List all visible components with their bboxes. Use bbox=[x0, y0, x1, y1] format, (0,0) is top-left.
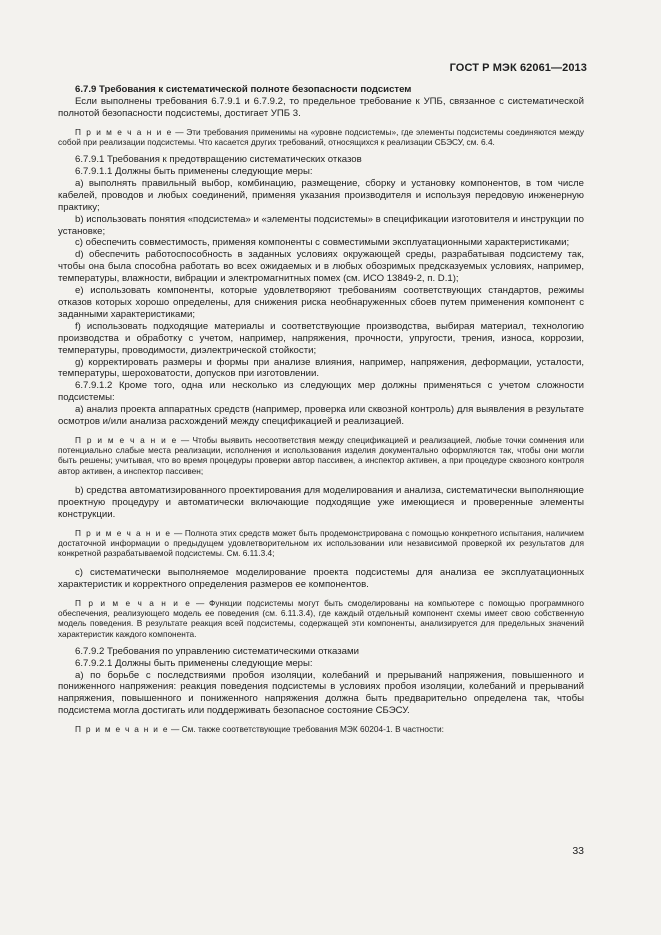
note-label: П р и м е ч а н и е bbox=[75, 597, 192, 608]
list-item: a) анализ проекта аппаратных средств (например, проверка или сквозной контроль) для выявления в результате осмотров и/или анализа расхождений между спецификацией и реализацией. bbox=[58, 404, 584, 428]
note bbox=[58, 127, 584, 147]
list-item: e) использовать компоненты, которые удовлетворяют требованиям соответствующих стандартов, режимы отказов которых хорошо определены, для снижения риска необнаруженных сбоев путем применения компонент с заданными характеристиками; bbox=[58, 285, 584, 320]
note-text: — См. также соответствующие требования МЭК 60204-1. В частности: bbox=[168, 724, 444, 735]
note-text: — Чтобы выявить несоответствия между спецификацией и реализацией, любые точки сомнения или потенциально слабые места реализации, исполнения и использования изделия документально оформляются так, чтобы они могли быть решены; учитывая, что во время процедуры проверки автор пассивен, а инспектор активен, а при процедуре сквозного контроля автор активен, а инспектор пассивен; bbox=[58, 434, 584, 476]
note-text: — Полнота этих средств может быть продемонстрирована с помощью конкретного испытания, наличием достаточной информации о предыдущем удовлетворительном их использовании или независимой проверкой их результатов для конкретной разрабатываемой подсистемы. См. 6.11.3.4; bbox=[58, 527, 584, 558]
list-item: c) систематически выполняемое моделирование проекта подсистемы для анализа ее эксплуатационных характеристик и корректного определения размеров ее компонентов. bbox=[58, 567, 584, 591]
page-body bbox=[58, 84, 584, 734]
page-number: 33 bbox=[572, 845, 584, 857]
document-header: ГОСТ Р МЭК 62061—2013 bbox=[449, 62, 587, 74]
list-item: a) по борьбе с последствиями пробоя изоляции, колебаний и прерываний напряжения, повышенного и пониженного напряжения: реакция поведения подсистемы в условиях пробоя изоляции, колебаний и прерываний напряжения, повышенного и пониженного напряжения должна быть предварительно определена так, чтобы подсистема могла достигать или поддерживать безопасное состояние СБЭСУ. bbox=[58, 669, 584, 717]
note-label: П р и м е ч а н и е bbox=[75, 434, 178, 445]
section-heading: 6.7.9 Требования к систематической полноте безопасности подсистем bbox=[75, 84, 412, 95]
note-text: — Эти требования применимы на «уровне подсистемы», где элементы подсистемы соединяются между собой при реализации подсистемы. Что касается других требований, относящихся к реализации СБЭСУ, см. 6.4. bbox=[58, 126, 584, 147]
note-label: П р и м е ч а н и е bbox=[75, 527, 172, 538]
paragraph: Если выполнены требования 6.7.9.1 и 6.7.9.2, то предельное требование к УПБ, связанное с систематической полнотой безопасности подсистемы, достигает УПБ 3. bbox=[58, 95, 584, 119]
list-item: b) использовать понятия «подсистема» и «элементы подсистемы» в спецификации изготовителя и инструкции по установке; bbox=[58, 213, 584, 237]
list-item: c) обеспечить совместимость, применяя компоненты с совместимыми эксплуатационными характеристиками; bbox=[75, 237, 570, 249]
note bbox=[58, 528, 584, 559]
list-item: d) обеспечить работоспособность в заданных условиях окружающей среды, разрабатывая подсистему так, чтобы она была способна работать во всех ожидаемых и в любых обозримых предсказуемых условиях, например, температуры, влажности, вибрации и электромагнитных помех (см. ИСО 13849-2, п. D.1); bbox=[58, 249, 584, 285]
note bbox=[58, 724, 584, 734]
note bbox=[58, 598, 584, 639]
note-label: П р и м е ч а н и е bbox=[75, 126, 173, 137]
list-item: g) корректировать размеры и формы при анализе влияния, например, напряжения, деформации, усталости, температуры, шероховатости, допусков при изготовлении. bbox=[58, 356, 584, 380]
subsection-title: 6.7.9.1 Требования к предотвращению систематических отказов bbox=[75, 154, 362, 166]
paragraph: 6.7.9.1.2 Кроме того, одна или несколько из следующих мер должны применяться с учетом сложности подсистемы: bbox=[58, 380, 584, 404]
paragraph: 6.7.9.1.1 Должны быть применены следующие меры: bbox=[75, 166, 313, 178]
list-item: a) выполнять правильный выбор, комбинацию, размещение, сборку и установку компонентов, в том числе кабелей, проводов и любых соединений, применяя указания производителя и используя передовую инженерную практику; bbox=[58, 177, 584, 213]
note bbox=[58, 435, 584, 476]
note-text: — Функции подсистемы могут быть смоделированы на компьютере с помощью программного обеспечения, реализующего модель ее поведения (см. 6.11.3.4), где каждый отдельный компонент схемы имеет свою собственную модель поведения. В результате реакция всей подсистемы, содержащей эти компоненты, анализируется для предельных значений характеристик каждого компонента. bbox=[58, 597, 584, 639]
paragraph: 6.7.9.2.1 Должны быть применены следующие меры: bbox=[75, 657, 313, 669]
subsection-title: 6.7.9.2 Требования по управлению систематическими отказами bbox=[75, 645, 359, 657]
list-item: b) средства автоматизированного проектирования для моделирования и анализа, систематически выполняющие проектную процедуру и автоматически включающие подходящие уже имеющиеся и проверенные элементы конструкции. bbox=[58, 484, 584, 520]
list-item: f) использовать подходящие материалы и соответствующие производства, выбирая материал, технологию производства и обработку с учетом, например, напряжения, прочности, упругости, трения, износа, коррозии, температуры, проводимости, диэлектрической стойкости; bbox=[58, 320, 584, 356]
note-label: П р и м е ч а н и е bbox=[75, 724, 169, 735]
